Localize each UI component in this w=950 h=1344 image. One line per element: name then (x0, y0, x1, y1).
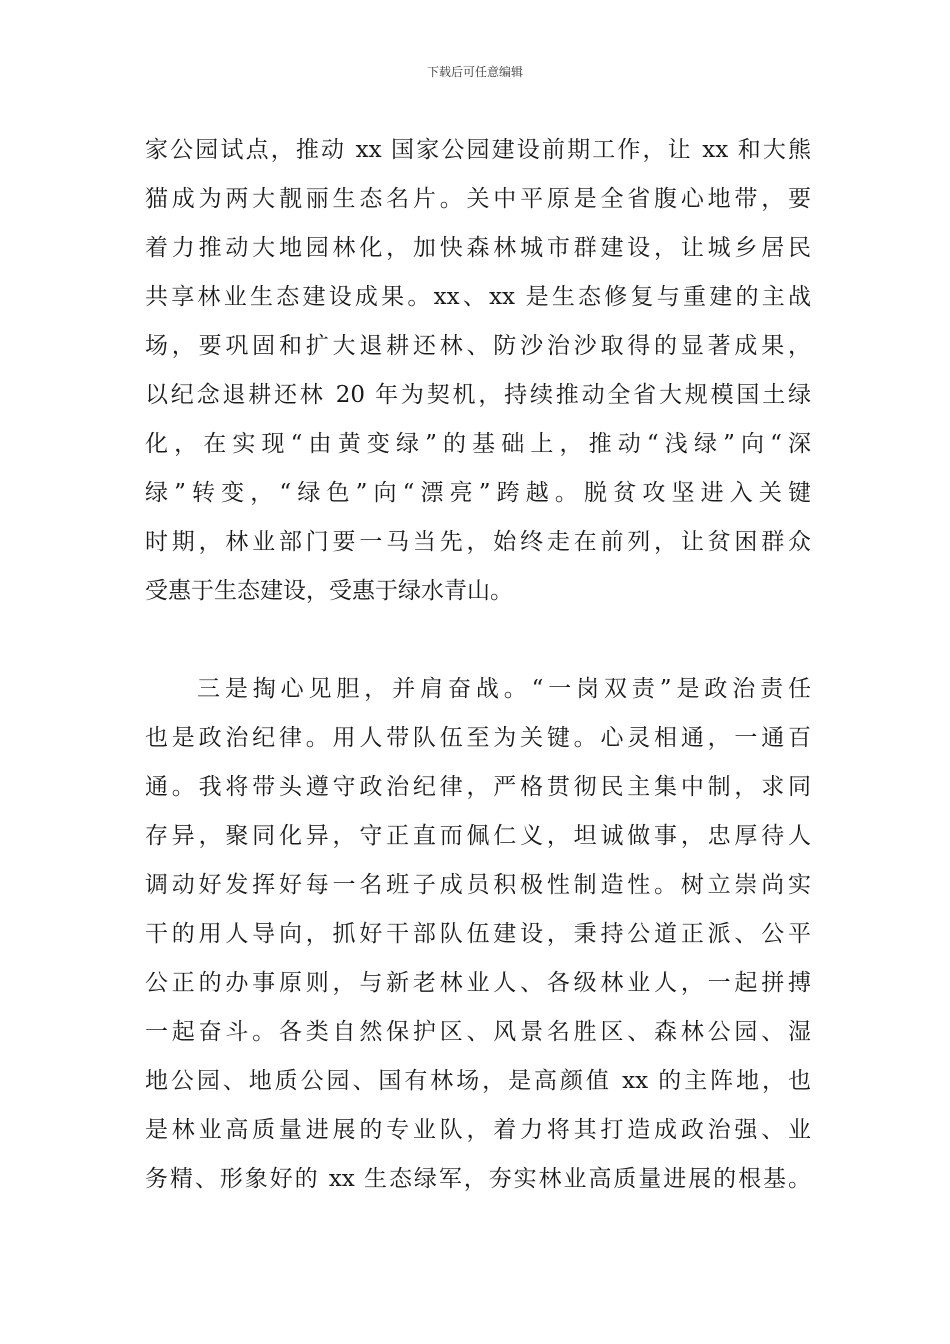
text-line: 存异，聚同化异，守正直而佩仁义，坦诚做事，忠厚待人 (145, 823, 811, 849)
text-line: 三是掏心见胆，并肩奋战。“一岗双责”是政治责任 (197, 676, 811, 702)
document-body (145, 126, 811, 1204)
paragraph-spacer (145, 616, 811, 665)
text-line: 地公园、地质公园、国有林场，是高颜值 xx 的主阵地，也 (145, 1068, 811, 1094)
text-line: 家公园试点，推动 xx 国家公园建设前期工作，让 xx 和大熊 (145, 137, 811, 163)
text-line: 受惠于生态建设，受惠于绿水青山。 (145, 578, 513, 604)
text-line: 是林业高质量进展的专业队，着力将其打造成政治强、业 (145, 1117, 811, 1143)
text-line: 共享林业生态建设成果。xx、xx 是生态修复与重建的主战 (145, 284, 811, 310)
text-line: 绿”转变，“绿色”向“漂亮”跨越。脱贫攻坚进入关键 (145, 480, 811, 506)
text-line: 也是政治纪律。用人带队伍至为关键。心灵相通，一通百 (145, 725, 811, 751)
text-line: 着力推动大地园林化，加快森林城市群建设，让城乡居民 (145, 235, 811, 261)
page-header: 下载后可任意编辑 (426, 65, 523, 79)
text-line: 化，在实现“由黄变绿”的基础上，推动“浅绿”向“深 (145, 431, 811, 457)
text-line: 务精、形象好的 xx 生态绿军，夯实林业高质量进展的根基。 (145, 1166, 811, 1192)
text-line: 时期，林业部门要一马当先，始终走在前列，让贫困群众 (145, 529, 811, 555)
paragraph-2 (145, 665, 811, 1204)
text-line: 场，要巩固和扩大退耕还林、防沙治沙取得的显著成果， (145, 333, 811, 359)
text-line: 猫成为两大靓丽生态名片。关中平原是全省腹心地带，要 (145, 186, 811, 212)
text-line: 通。我将带头遵守政治纪律，严格贯彻民主集中制，求同 (145, 774, 811, 800)
text-line: 调动好发挥好每一名班子成员积极性制造性。树立崇尚实 (145, 872, 811, 898)
text-line: 公正的办事原则，与新老林业人、各级林业人，一起拼搏 (145, 970, 811, 996)
text-line: 干的用人导向，抓好干部队伍建设，秉持公道正派、公平 (145, 921, 811, 947)
paragraph-1 (145, 126, 811, 616)
text-line: 一起奋斗。各类自然保护区、风景名胜区、森林公园、湿 (145, 1019, 811, 1045)
text-line: 以纪念退耕还林 20 年为契机，持续推动全省大规模国土绿 (145, 382, 811, 408)
